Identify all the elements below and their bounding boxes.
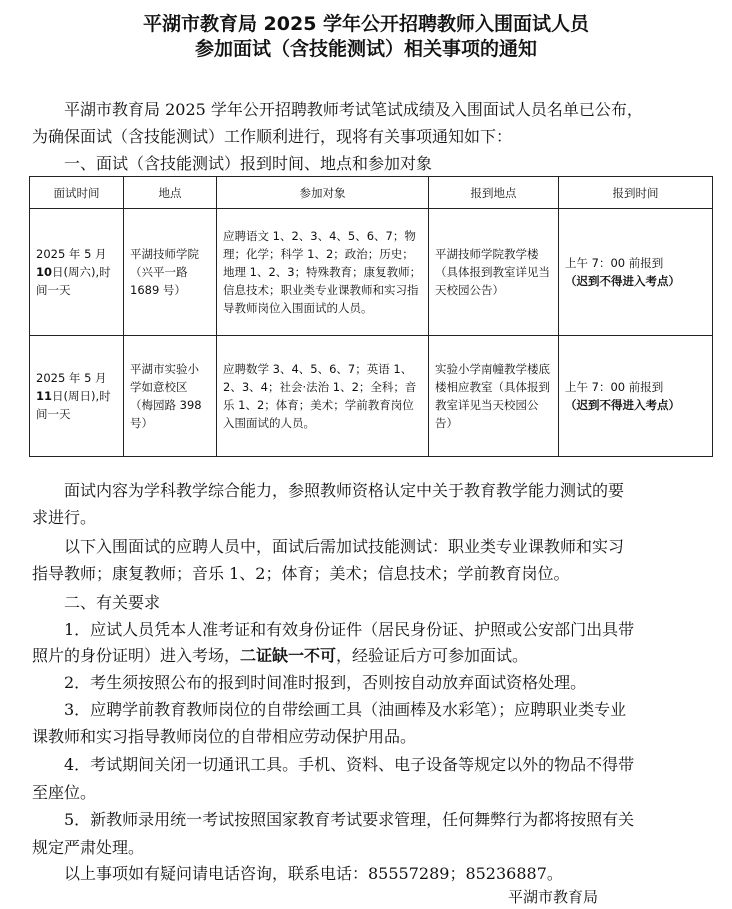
interview-date: 2025 年 5 月11日(周日),时间一天 [30, 336, 124, 457]
para-2-line-2: 指导教师；康复教师；音乐 1、2；体育；美术；信息技术；学前教育岗位。 [32, 564, 570, 583]
header-checkin-time: 报到时间 [559, 177, 713, 209]
section-1-heading: 一、面试（含技能测试）报到时间、地点和参加对象 [64, 154, 433, 173]
signature: 平湖市教育局 [508, 888, 599, 906]
table-header-row [30, 177, 713, 209]
late-warning: （迟到不得进入考点） [565, 398, 680, 412]
participants: 应聘数学 3、4、5、6、7；英语 1、2、3、4；社会·法治 1、2；全科；音乐 1、2；体育；美术；学前教育岗位入围面试的人员。 [217, 336, 429, 457]
req-1-line-2: 照片的身份证明）进入考场，二证缺一不可，经验证后方可参加面试。 [32, 646, 529, 665]
intro-line-1: 平湖市教育局 2025 学年公开招聘教师考试笔试成绩及入围面试人员名单已公布， [64, 100, 643, 119]
header-interview-time: 面试时间 [30, 177, 124, 209]
para-1-line-2: 求进行。 [32, 508, 97, 527]
section-2-heading: 二、有关要求 [64, 593, 161, 612]
venue: 平湖技师学院（兴平一路 1689 号） [124, 209, 217, 336]
interview-date: 2025 年 5 月10日(周六),时间一天 [30, 209, 124, 336]
para-2-line-1: 以下入围面试的应聘人员中，面试后需加试技能测试：职业类专业课教师和实习 [64, 537, 625, 556]
venue: 平湖市实验小学如意校区（梅园路 398 号） [124, 336, 217, 457]
req-5-line-2: 规定严肃处理。 [32, 838, 145, 857]
checkin-location: 实验小学南幢教学楼底楼相应教室（具体报到教室详见当天校园公告） [429, 336, 559, 457]
participants: 应聘语文 1、2、3、4、5、6、7；物理；化学；科学 1、2；政治；历史；地理 1、2、3；特殊教育；康复教师；信息技术；职业类专业课教师和实习指导教师岗位入围面试的人员。 [217, 209, 429, 336]
req-3-line-2: 课教师和实习指导教师岗位的自带相应劳动保护用品。 [32, 727, 417, 746]
req-4-line-2: 至座位。 [32, 783, 97, 802]
req-2: 2．考生须按照公布的报到时间准时报到，否则按自动放弃面试资格处理。 [64, 673, 587, 692]
contact-line: 以上事项如有疑问请电话咨询，联系电话：85557289；85236887。 [64, 864, 563, 883]
title-line-1: 平湖市教育局 2025 学年公开招聘教师入围面试人员 [142, 13, 590, 35]
checkin-time: 上午 7：00 前报到 （迟到不得进入考点） [559, 209, 713, 336]
title-line-2: 参加面试（含技能测试）相关事项的通知 [194, 38, 537, 60]
emphasis: 二证缺一不可 [240, 646, 337, 665]
table-row [30, 209, 713, 336]
schedule-table [29, 176, 713, 457]
intro-line-2: 为确保面试（含技能测试）工作顺利进行，现将有关事项通知如下： [32, 127, 513, 146]
header-participants: 参加对象 [217, 177, 429, 209]
req-3-line-1: 3．应聘学前教育教师岗位的自带绘画工具（油画棒及水彩笔）；应聘职业类专业 [64, 700, 627, 719]
para-1-line-1: 面试内容为学科教学综合能力，参照教师资格认定中关于教育教学能力测试的要 [64, 481, 625, 500]
req-4-line-1: 4．考试期间关闭一切通讯工具。手机、资料、电子设备等规定以外的物品不得带 [64, 755, 635, 774]
header-checkin-location: 报到地点 [429, 177, 559, 209]
header-location: 地点 [124, 177, 217, 209]
late-warning: （迟到不得进入考点） [565, 274, 680, 288]
req-5-line-1: 5．新教师录用统一考试按照国家教育考试要求管理，任何舞弊行为都将按照有关 [64, 810, 635, 829]
checkin-location: 平湖技师学院教学楼（具体报到教室详见当天校园公告） [429, 209, 559, 336]
table-row [30, 336, 713, 457]
checkin-time: 上午 7：00 前报到 （迟到不得进入考点） [559, 336, 713, 457]
req-1-line-1: 1．应试人员凭本人准考证和有效身份证件（居民身份证、护照或公安部门出具带 [64, 620, 635, 639]
